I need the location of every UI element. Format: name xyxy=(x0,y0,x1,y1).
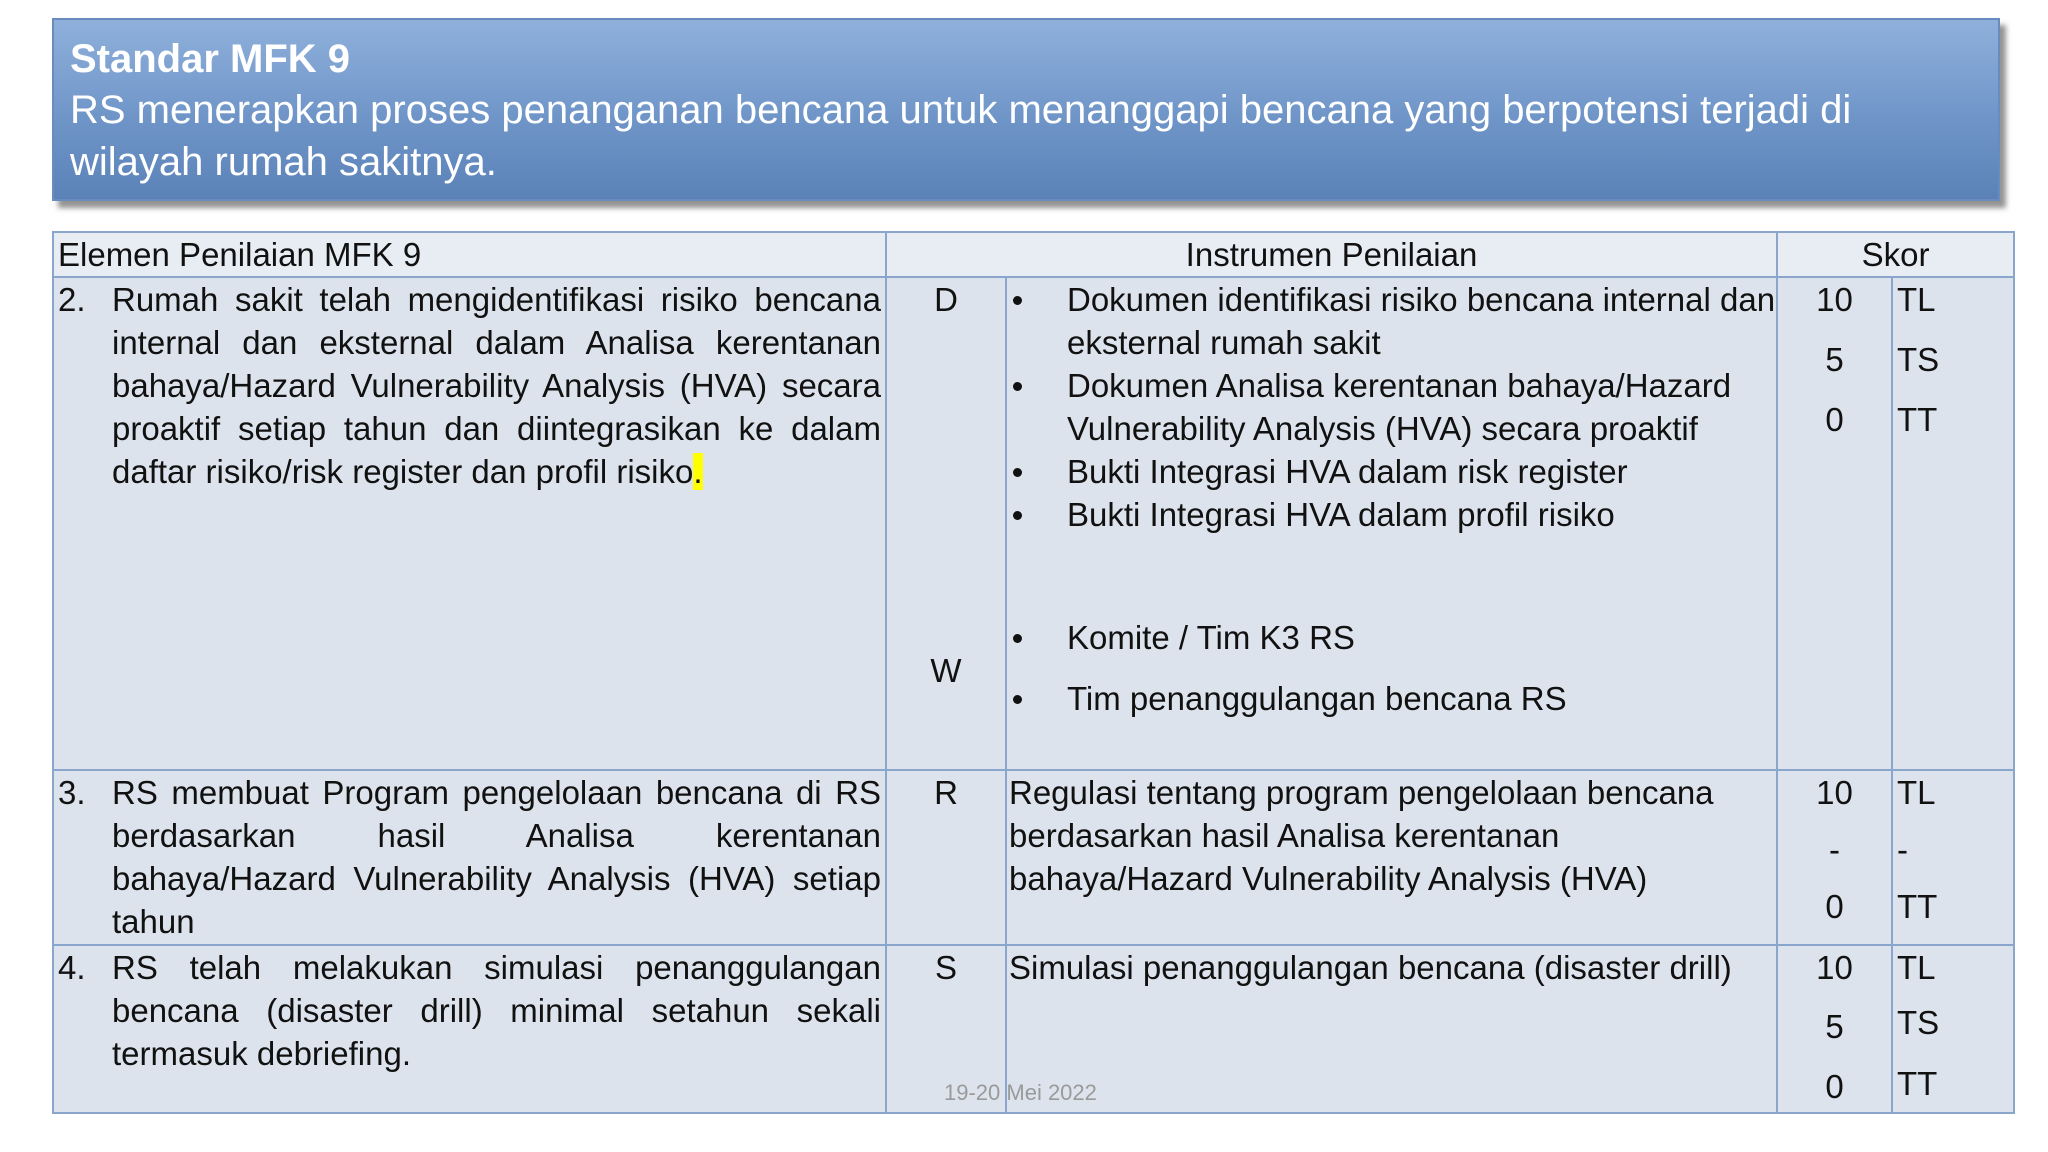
level-value: TT xyxy=(1897,1065,1938,1102)
col-element-header: Elemen Penilaian MFK 9 xyxy=(53,232,886,277)
score-value: 10 xyxy=(1816,774,1853,811)
level-value: TS xyxy=(1897,1004,1940,1041)
level-value: TT xyxy=(1897,401,1938,438)
bullet-icon xyxy=(1013,634,1022,643)
score-value: - xyxy=(1829,831,1841,868)
level-value: TT xyxy=(1897,888,1938,925)
level-cell xyxy=(1892,770,2014,945)
standard-title: Standar MFK 9 xyxy=(70,37,351,81)
highlight-mark: . xyxy=(693,453,703,490)
level-value: TL xyxy=(1897,949,1936,986)
score-cell xyxy=(1777,770,1892,945)
code-cell xyxy=(886,277,1006,770)
score-value: 0 xyxy=(1825,401,1844,438)
code-label: W xyxy=(930,652,962,689)
element-text: Rumah sakit telah mengidentifikasi risiko bencana internal dan eksternal dalam Analisa kerentanan bahaya/Hazard Vulnerability Analysis (HVA) secara proaktif setiap tahun dan diintegrasikan ke dalam daftar risiko/risk register dan profil risiko xyxy=(112,281,881,490)
bullet-icon xyxy=(1013,511,1022,520)
bullet-icon xyxy=(1013,382,1022,391)
element-cell xyxy=(53,277,886,770)
score-value: 5 xyxy=(1825,1008,1844,1045)
element-cell xyxy=(53,770,886,945)
score-cell xyxy=(1777,945,1892,1113)
element-cell xyxy=(53,945,886,1113)
table-header-row xyxy=(53,232,2014,277)
element-number: 2. xyxy=(58,281,86,318)
score-value: 10 xyxy=(1816,281,1853,318)
code-label: S xyxy=(934,949,957,986)
table-row xyxy=(53,277,2014,770)
list-item: Dokumen Analisa kerentanan bahaya/Hazard Vulnerability Analysis (HVA) secara proaktif xyxy=(1007,364,1776,450)
list-item: Komite / Tim K3 RS xyxy=(1007,616,1776,659)
element-text: RS telah melakukan simulasi penanggulangan bencana (disaster drill) minimal setahun sekali termasuk debriefing. xyxy=(112,949,881,1072)
instrument-cell xyxy=(1006,770,1777,945)
col-instrument-header: Instrumen Penilaian xyxy=(886,232,1777,277)
level-value: TS xyxy=(1897,341,1940,378)
level-value: TL xyxy=(1897,281,1936,318)
instrument-cell xyxy=(1006,277,1777,770)
list-item: Bukti Integrasi HVA dalam risk register xyxy=(1007,450,1776,493)
standard-header xyxy=(52,18,2000,201)
code-label: R xyxy=(934,774,958,811)
score-value: 5 xyxy=(1825,341,1844,378)
level-cell xyxy=(1892,945,2014,1113)
list-item: Dokumen identifikasi risiko bencana internal dan eksternal rumah sakit xyxy=(1007,278,1776,364)
score-value: 0 xyxy=(1825,888,1844,925)
element-number: 4. xyxy=(58,949,86,986)
code-cell xyxy=(886,770,1006,945)
list-item: Bukti Integrasi HVA dalam profil risiko xyxy=(1007,493,1776,536)
instrument-list xyxy=(1007,278,1776,720)
bullet-icon xyxy=(1013,468,1022,477)
level-value: - xyxy=(1897,831,1909,868)
score-value: 0 xyxy=(1825,1068,1844,1105)
bullet-icon xyxy=(1013,296,1022,305)
score-cell xyxy=(1777,277,1892,770)
instrument-cell xyxy=(1006,945,1777,1113)
instrument-text: Simulasi penanggulangan bencana (disaster drill) xyxy=(1009,949,1732,986)
level-cell xyxy=(1892,277,2014,770)
level-value: TL xyxy=(1897,774,1936,811)
element-text: RS membuat Program pengelolaan bencana di RS berdasarkan hasil Analisa kerentanan bahaya/Hazard Vulnerability Analysis (HVA) setiap tahun xyxy=(112,774,881,940)
footer-date: 19-20 Mei 2022 xyxy=(944,1080,1097,1105)
assessment-table xyxy=(52,231,2015,1114)
standard-description: RS menerapkan proses penanganan bencana untuk menanggapi bencana yang berpotensi terjadi di wilayah rumah sakitnya. xyxy=(70,88,1852,184)
instrument-text: Regulasi tentang program pengelolaan bencana berdasarkan hasil Analisa kerentanan bahaya/Hazard Vulnerability Analysis (HVA) xyxy=(1009,774,1714,897)
list-item: Tim penanggulangan bencana RS xyxy=(1007,677,1776,720)
table-row xyxy=(53,770,2014,945)
score-value: 10 xyxy=(1816,949,1853,986)
col-score-header: Skor xyxy=(1777,232,2014,277)
code-label: D xyxy=(934,281,958,318)
bullet-icon xyxy=(1013,695,1022,704)
element-number: 3. xyxy=(58,774,86,811)
